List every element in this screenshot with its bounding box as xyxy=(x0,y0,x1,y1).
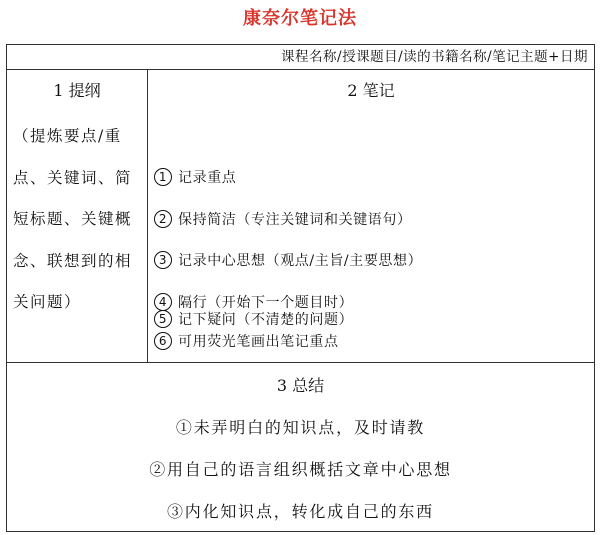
note-item xyxy=(154,249,422,271)
summary-item: ①未弄明白的知识点，及时请教 xyxy=(175,418,426,437)
circled-number-icon: 5 xyxy=(154,310,172,328)
note-item xyxy=(154,208,412,230)
notes-title: 2 笔记 xyxy=(347,81,395,100)
note-item-text: 可用荧光笔画出笔记重点 xyxy=(178,334,339,350)
note-item xyxy=(154,330,339,352)
note-item-text: 记录中心思想（观点/主旨/主要思想） xyxy=(178,253,423,269)
cue-title: 1 提纲 xyxy=(53,81,101,100)
circled-number-icon: 2 xyxy=(154,210,172,228)
note-item-text: 保持简洁（专注关键词和关键语句） xyxy=(178,212,412,228)
cue-description: （提炼要点/重点、关键词、简短标题、关键概念、联想到的相关问题） xyxy=(13,127,133,311)
summary-section xyxy=(7,362,594,531)
note-header: 课程名称/授课题目/读的书籍名称/笔记主题+日期 xyxy=(7,45,594,70)
summary-title: 3 总结 xyxy=(276,376,325,395)
note-item-text: 记录重点 xyxy=(178,170,237,186)
cornell-note-sheet xyxy=(6,44,595,532)
circled-number-icon: 1 xyxy=(154,168,172,186)
cue-column xyxy=(7,70,148,362)
summary-item: ②用自己的语言组织概括文章中心思想 xyxy=(149,460,452,479)
page-title: 康奈尔笔记法 xyxy=(243,8,357,29)
summary-item: ③内化知识点，转化成自己的东西 xyxy=(166,502,434,521)
circled-number-icon: 6 xyxy=(154,332,172,350)
note-item xyxy=(154,166,236,188)
note-item-text: 记下疑问（不清楚的问题） xyxy=(178,312,354,328)
circled-number-icon: 4 xyxy=(154,293,172,311)
note-item xyxy=(154,308,353,330)
circled-number-icon: 3 xyxy=(154,251,172,269)
note-item-text: 隔行（开始下一个题目时） xyxy=(178,295,354,311)
